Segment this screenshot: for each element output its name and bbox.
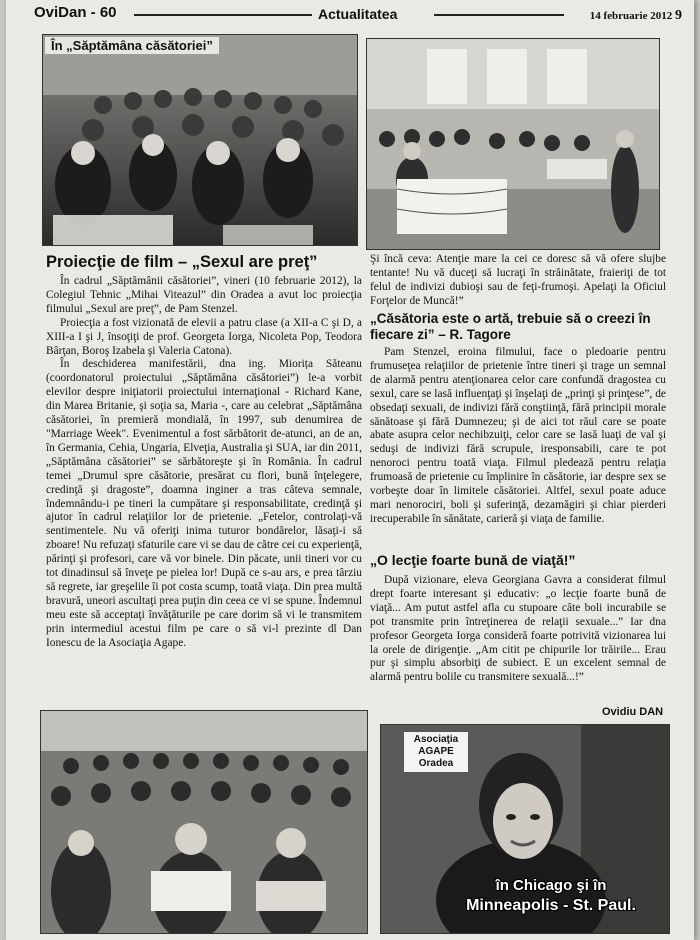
sign-line-2: AGAPE (418, 746, 454, 757)
header-rule-left (134, 14, 312, 16)
sign-line-3: Oradea (418, 758, 454, 769)
date-text: 14 februarie 2012 (589, 10, 673, 22)
article1-title: Proiecţie de film – „Sexul are preţ” (46, 253, 318, 271)
issue-date (590, 8, 682, 24)
photo-caption: În „Săptămâna căsătoriei” (45, 37, 219, 54)
agape-sign (403, 731, 469, 773)
tv-overlay-line-2: Minneapolis - St. Paul. (466, 897, 636, 914)
article1-paragraph-3: În deschiderea manifestării, dna ing. Miorița Săteanu (coordonatorul proiectului „Săptămâna căsătoriei”) le-a vorbit elevilor despre iniţiatorii proiectului internaţional - Richard Kane, din Marea Britanie, şi soţia sa, Maria -, care au celebrat „Săptămâna căsătoriei, în premieră mondială, în 1997, sub denumirea de "Marriage Week". Evenimentul a fost sărbătorit de-atunci, an de an, în Germania, Cehia, Ungaria, Elveţia, Australia şi SUA, iar din 2011, „Săptămâna căsătoriei” se sărbătoreşte şi în România. În cadrul temei „Drumul spre căsătorie, presărat cu flori, bună înţelegere, credinţă şi dragoste”, doamna inginer a tras câteva semnale, îndemnându-i pe tineri la cumpătare şi responsabilitate, credinţă şi ajutor în cadrul relaţiilor lor de prietenie. „Fetelor, controlaţi-vă sentimentele. Nu vă oferiţi inima tuturor bondărelor, lăsaţi-i să zboare! Nu refuzaţi sfaturile care vi se dau de către cei cu experienţă, părinţi şi profesori, care vă vor binele. Din păcate, unii tineri vor cu tot dinadinsul să înveţe pe pielea lor! După ce s-au ars, e prea târziu să regrete, iar greşelile îi pot costa scump, toată viaţa. Din prea multă bravură, uneori ascultaţi prea puţin din ceea ce vi se spune. Îndemnul meu este să acceptaţi învăţăturile pe care dorim să vi le transmitem prin intermediul acestui film pe care o să vi-l prezinte dl Dan Ionescu de la Asociaţia Agape. (46, 358, 362, 649)
photo-classroom-1 (42, 34, 358, 246)
article3-paragraph: După vizionare, eleva Georgiana Gavra a considerat filmul drept foarte interesant şi educativ: „o lecţie foarte bună de viaţă... Am putut astfel afla cu stupoare câte boli incurabile se pot transmite prin întreţinerea de relaţii sexuale...” Iar dna profesor Georgeta Iorga consideră foarte potrivită vizionarea lui la orele de dirigenţie. „Am citit pe chipurile lor trăirile... Erau pur şi simplu absorbiţi de subiect. E un excelent semnal de alarmă pentru bolile cu transmitere sexuală...!” (370, 574, 666, 684)
tv-overlay-line-1: în Chicago şi în (495, 877, 607, 894)
publication-name: OviDan - 60 (34, 4, 117, 21)
page-header (22, 2, 682, 28)
photo-classroom-2 (366, 38, 660, 250)
sign-line-1: Asociaţia (413, 734, 459, 745)
page-number: 9 (675, 8, 682, 23)
article1-paragraph-1: În cadrul „Săptămânii căsătoriei”, vineri (10 februarie 2012), la Colegiul Tehnic „Mihai Viteazul” din Oradea a avut loc proiecţia filmului „Sexul are preţ”, de Pam Stenzel. (46, 275, 362, 315)
continuation-paragraph: Şi încă ceva: Atenţie mare la cei ce doresc să vă ofere slujbe tentante! Nu vă duceţi să lucraţi în străinătate, fraieriţi de tot felul de indivizi dubioşi sau de feţi-frumoşi. Apelaţi la Oficiul Forţelor de Muncă!” (370, 253, 666, 307)
header-rule-right (434, 14, 564, 16)
photo-auditorium (40, 710, 368, 934)
article2-body (370, 346, 666, 527)
article2-title: „Căsătoria este o artă, trebuie să o creezi în fiecare zi” – R. Tagore (370, 311, 651, 342)
section-title: Actualitatea (318, 6, 398, 22)
photo-tv-screen (380, 724, 670, 934)
article1-paragraph-2: Proiecţia a fost vizionată de elevii a patru clase (a XII-a C şi D, a XIII-a I şi J, însoţiţi de prof. Georgeta Iorga, Nicoleta Pop, Teodora Bârţan, Boroş Izabela şi Valeria Catona). (46, 316, 362, 357)
article3-title: „O lecţie foarte bună de viaţă!” (370, 552, 576, 568)
article1-continuation (370, 253, 666, 309)
article2-paragraph: Pam Stenzel, eroina filmului, face o pledoarie pentru frumuseţea relaţiilor de prietenie între tineri şi trage un semnal de alarmă pentru atenţionarea celor care confundă dragostea cu sexul, care se lasă influenţaţi şi înşelaţi de „prinţi şi prinţese”, de obsedaţi sexuali, de indivizi fără conştiinţă, fără principii morale sănătoase şi fără Dumnezeu; şi de aici tot răul care se poate abate asupra celor nechibzuiţi, celor care se lasă luaţi de val şi seduşi de indivizi fără scrupule, iresponsabili, care te pot nenoroci pentru toată viaţa. Filmul pledează pentru relaţia frumoasă de prietenie cu împlinire în căsătorie, iar despre sex se vorbeşte doar în limitele căsătoriei. Altfel, sexul poate aduce mari nenorociri, boli şi suferinţă, dezamăgiri şi chiar pierderi irecuperabile în sănătate, carieră şi viaţa de familie. (370, 346, 666, 525)
article1-body (46, 275, 362, 650)
article-byline: Ovidiu DAN (602, 706, 664, 718)
newspaper-page (6, 0, 694, 940)
article3-body (370, 574, 666, 685)
